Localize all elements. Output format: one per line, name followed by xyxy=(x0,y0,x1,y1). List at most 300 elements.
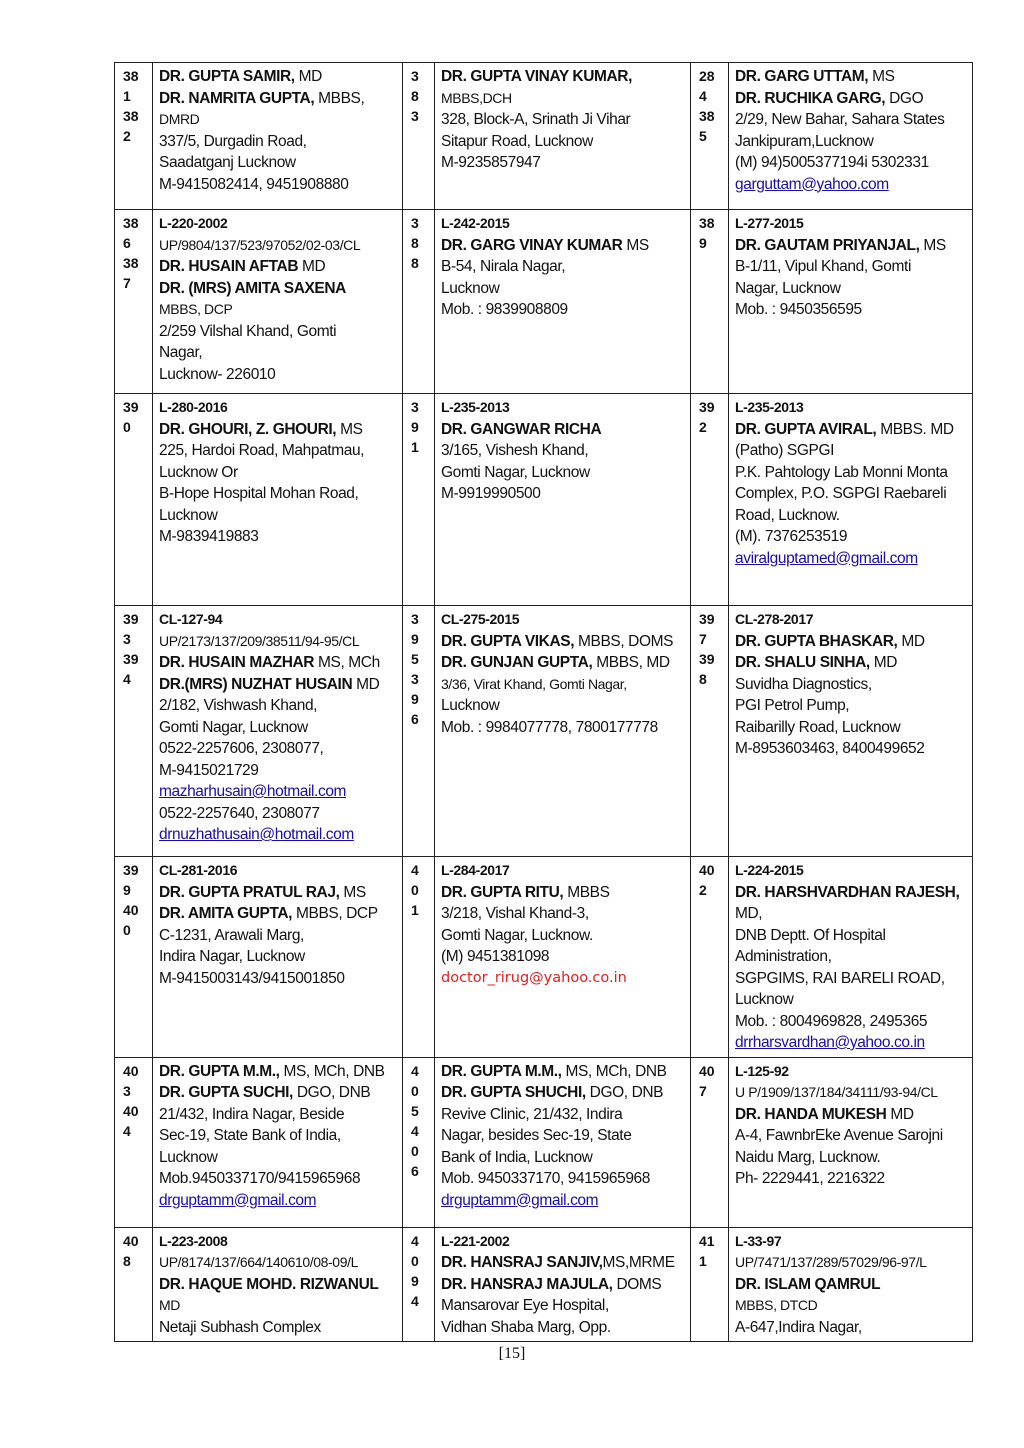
entry-text: L-235-2013 xyxy=(441,399,510,415)
entry-text: MS xyxy=(868,68,895,85)
serial-digit: 38 xyxy=(699,215,715,231)
doctor-entry xyxy=(729,1057,973,1227)
entry-text: B-Hope Hospital Mohan Road, xyxy=(159,485,359,502)
serial-digit: 39 xyxy=(123,862,139,878)
entry-line xyxy=(441,66,686,88)
entry-text: M-9839419883 xyxy=(159,528,259,545)
directory-row xyxy=(115,857,973,1058)
entry-line xyxy=(441,609,686,631)
serial-digit: 4 xyxy=(411,1232,419,1249)
doctor-entry xyxy=(729,394,973,606)
serial-digit: 4 xyxy=(411,862,419,878)
doctor-entry xyxy=(729,1227,973,1342)
entry-line xyxy=(441,299,686,321)
entry-line xyxy=(159,1125,398,1147)
entry-line xyxy=(441,1252,686,1274)
entry-line xyxy=(735,397,968,419)
entry-line xyxy=(735,717,968,739)
entry-line xyxy=(441,903,686,925)
entry-line xyxy=(159,631,398,653)
entry-text: L-277-2015 xyxy=(735,215,804,231)
entry-line xyxy=(735,609,968,631)
entry-line xyxy=(441,1274,686,1296)
entry-line xyxy=(159,174,398,196)
entry-line xyxy=(159,109,398,131)
entry-line xyxy=(441,631,686,653)
entry-line xyxy=(735,946,968,968)
email-link[interactable]: drrharsvardhan@yahoo.co.in xyxy=(735,1034,925,1051)
serial-digit: 9 xyxy=(699,235,707,251)
entry-text: MS, MCh, DNB xyxy=(279,1062,385,1080)
entry-line xyxy=(735,66,968,88)
doctor-name: DR. GUPTA BHASKAR, xyxy=(735,632,898,650)
entry-text: Sec-19, State Bank of India, xyxy=(159,1127,341,1144)
entry-line xyxy=(735,1168,968,1190)
entry-line xyxy=(159,364,398,386)
serial-digit: 40 xyxy=(699,862,715,878)
entry-serial-number xyxy=(403,1227,435,1342)
entry-line xyxy=(735,1252,968,1274)
serial-digit: 3 xyxy=(411,671,419,687)
serial-digit: 3 xyxy=(411,215,419,231)
entry-text: Mansarovar Eye Hospital, xyxy=(441,1297,609,1314)
doctor-entry xyxy=(435,1057,691,1227)
doctor-name: DR. HANSRAJ MAJULA, xyxy=(441,1275,613,1293)
entry-text: 2/29, New Bahar, Sahara States xyxy=(735,111,945,128)
doctor-entry xyxy=(729,857,973,1058)
entry-line xyxy=(735,1032,968,1054)
serial-digit: 38 xyxy=(123,215,139,231)
entry-line xyxy=(441,109,686,131)
serial-digit: 3 xyxy=(123,1082,131,1099)
entry-text: MD xyxy=(294,68,322,85)
doctor-name: DR. RUCHIKA GARG, xyxy=(735,89,886,107)
entry-text: A-647,Indira Nagar, xyxy=(735,1318,862,1336)
doctor-name: DR. GARG VINAY KUMAR xyxy=(441,236,623,254)
doctor-name: DR. HAQUE MOHD. RIZWANUL xyxy=(159,1275,379,1293)
entry-text: L-280-2016 xyxy=(159,399,228,415)
entry-text: Bank of India, Lucknow xyxy=(441,1148,593,1166)
entry-line xyxy=(735,1061,968,1083)
entry-line xyxy=(159,652,398,674)
entry-line xyxy=(735,695,968,717)
entry-line xyxy=(735,88,968,110)
entry-text: Gomti Nagar, Lucknow xyxy=(159,718,308,736)
doctor-name: DR. GANGWAR RICHA xyxy=(441,420,602,438)
entry-text: Administration, xyxy=(735,948,832,965)
serial-digit: 41 xyxy=(699,1232,715,1249)
entry-text: doctor_rirug@yahoo.co.in xyxy=(441,969,627,986)
doctor-name: DR. GUPTA RITU, xyxy=(441,883,564,901)
entry-text: Mob. : 9984077778, 7800177778 xyxy=(441,718,658,736)
entry-serial-number xyxy=(691,63,729,210)
entry-line xyxy=(159,824,398,846)
entry-line xyxy=(441,882,686,904)
email-link[interactable]: drguptamm@gmail.com xyxy=(441,1191,599,1209)
entry-text: Mob. : 9839908809 xyxy=(441,301,568,318)
entry-line xyxy=(441,1317,686,1339)
entry-text: CL-127-94 xyxy=(159,611,223,627)
entry-serial-number xyxy=(403,394,435,606)
serial-digit: 39 xyxy=(699,651,715,667)
doctor-name: DR. GAUTAM PRIYANJAL, xyxy=(735,236,920,254)
entry-serial-number xyxy=(115,63,153,210)
entry-text: MBBS, DTCD xyxy=(735,1297,818,1313)
entry-text: UP/7471/137/289/57029/96-97/L xyxy=(735,1254,927,1270)
doctor-entry xyxy=(153,210,403,394)
entry-text: L-220-2002 xyxy=(159,215,228,231)
serial-digit: 9 xyxy=(411,631,419,647)
entry-text: U P/1909/137/184/34111/93-94/CL xyxy=(735,1084,938,1100)
entry-line xyxy=(159,440,398,462)
serial-digit: 6 xyxy=(411,1162,419,1179)
serial-digit: 0 xyxy=(411,882,419,898)
entry-text: CL-281-2016 xyxy=(159,862,238,878)
entry-line xyxy=(441,1125,686,1147)
entry-line xyxy=(735,131,968,153)
serial-digit: 39 xyxy=(699,399,715,415)
entry-line xyxy=(441,1104,686,1126)
entry-text: Gomti Nagar, Lucknow. xyxy=(441,926,593,944)
doctor-entry xyxy=(153,1227,403,1342)
email-link[interactable]: garguttam@yahoo.com xyxy=(735,175,889,193)
entry-line xyxy=(441,419,686,441)
entry-line xyxy=(441,440,686,462)
entry-line xyxy=(735,925,968,947)
entry-text: L-221-2002 xyxy=(441,1232,510,1249)
entry-line xyxy=(159,235,398,257)
serial-digit: 38 xyxy=(123,68,139,84)
entry-line xyxy=(441,1082,686,1104)
doctor-name: DR. HARSHVARDHAN RAJESH, xyxy=(735,883,960,901)
serial-digit: 2 xyxy=(699,882,707,898)
entry-text: Nagar, xyxy=(159,344,203,361)
entry-serial-number xyxy=(403,210,435,394)
entry-text: PGI Petrol Pump, xyxy=(735,697,850,714)
entry-line xyxy=(735,213,968,235)
entry-line xyxy=(441,88,686,110)
doctor-entry xyxy=(435,394,691,606)
entry-serial-number xyxy=(403,606,435,857)
entry-text: L-284-2017 xyxy=(441,862,510,878)
entry-line xyxy=(441,256,686,278)
entry-text: MBBS xyxy=(563,883,610,901)
serial-digit: 8 xyxy=(123,1252,131,1269)
entry-line xyxy=(159,860,398,882)
serial-digit: 5 xyxy=(411,651,419,667)
entry-line xyxy=(159,278,398,300)
entry-text: L-125-92 xyxy=(735,1062,789,1079)
entry-line xyxy=(159,882,398,904)
entry-line xyxy=(735,1295,968,1317)
doctor-entry xyxy=(435,1227,691,1342)
doctor-name: DR. GUPTA SUCHI, xyxy=(159,1084,293,1101)
entry-line xyxy=(735,152,968,174)
doctor-name: DR. HANSRAJ SANJIV, xyxy=(441,1254,603,1271)
entry-text: Netaji Subhash Complex xyxy=(159,1318,321,1336)
doctor-entry xyxy=(153,857,403,1058)
entry-line xyxy=(159,299,398,321)
entry-text: MD xyxy=(159,1297,180,1313)
entry-serial-number xyxy=(115,394,153,606)
doctor-name: DR. GUPTA VINAY KUMAR, xyxy=(441,68,632,85)
entry-text: MS xyxy=(919,236,946,254)
serial-digit: 39 xyxy=(699,611,715,627)
entry-text: DNB Deptt. Of Hospital xyxy=(735,926,886,944)
entry-text: (M) 94)5005377194i 5302331 xyxy=(735,154,929,171)
entry-line xyxy=(441,483,686,505)
entry-text: (Patho) SGPGI xyxy=(735,442,835,459)
entry-line xyxy=(441,946,686,968)
entry-text: C-1231, Arawali Marg, xyxy=(159,926,304,944)
entry-text: L-235-2013 xyxy=(735,399,804,415)
entry-text: Nagar, besides Sec-19, State xyxy=(441,1127,632,1144)
entry-line xyxy=(159,609,398,631)
entry-line xyxy=(441,1061,686,1083)
serial-digit: 39 xyxy=(123,611,139,627)
serial-digit: 7 xyxy=(699,1082,707,1099)
entry-text: L-223-2008 xyxy=(159,1232,228,1249)
entry-line xyxy=(441,925,686,947)
serial-digit: 0 xyxy=(123,419,131,435)
entry-text: Nagar, Lucknow xyxy=(735,279,841,297)
entry-line xyxy=(159,131,398,153)
entry-line xyxy=(735,1011,968,1033)
entry-text: MS,MRME xyxy=(602,1254,675,1271)
entry-text: Lucknow- 226010 xyxy=(159,365,276,383)
entry-text: L-33-97 xyxy=(735,1232,782,1249)
serial-digit: 4 xyxy=(699,88,707,104)
doctor-name: DR. HUSAIN AFTAB xyxy=(159,258,299,275)
entry-serial-number xyxy=(691,606,729,857)
entry-text: 2/182, Vishwash Khand, xyxy=(159,697,318,714)
entry-text: MS xyxy=(339,883,366,901)
entry-line xyxy=(159,152,398,174)
email-link[interactable]: mazharhusain@hotmail.com xyxy=(159,783,347,800)
serial-digit: 2 xyxy=(699,419,707,435)
entry-text: MS xyxy=(622,236,649,254)
doctor-name: DR. (MRS) AMITA SAXENA xyxy=(159,279,346,297)
entry-text: M-9235857947 xyxy=(441,154,541,171)
entry-text: 337/5, Durgadin Road, xyxy=(159,132,307,150)
entry-line xyxy=(735,548,968,570)
entry-text: MBBS, DOMS xyxy=(574,632,674,650)
serial-digit: 5 xyxy=(699,128,707,144)
entry-text: MS, MCh xyxy=(314,654,380,671)
serial-digit: 6 xyxy=(411,711,419,727)
entry-line xyxy=(735,1125,968,1147)
entry-text: DGO, DNB xyxy=(292,1084,371,1101)
entry-line xyxy=(735,652,968,674)
entry-text: 21/432, Indira Nagar, Beside xyxy=(159,1105,345,1123)
serial-digit: 40 xyxy=(699,1062,715,1079)
entry-line xyxy=(735,109,968,131)
serial-digit: 28 xyxy=(699,68,715,84)
entry-text: L-242-2015 xyxy=(441,215,510,231)
entry-line xyxy=(735,256,968,278)
entry-line xyxy=(159,760,398,782)
entry-text: MS xyxy=(336,420,363,438)
entry-line xyxy=(735,882,968,904)
serial-digit: 4 xyxy=(411,1122,419,1139)
email-link[interactable]: aviralguptamed@gmail.com xyxy=(735,549,918,567)
entry-text: 0522-2257640, 2308077 xyxy=(159,804,320,822)
entry-line xyxy=(441,652,686,674)
entry-line xyxy=(735,299,968,321)
entry-text: MBBS,DCH xyxy=(441,89,512,106)
entry-text: 3/165, Vishesh Khand, xyxy=(441,442,589,459)
entry-line xyxy=(159,803,398,825)
entry-line xyxy=(441,1147,686,1169)
serial-digit: 8 xyxy=(411,255,419,271)
entry-line xyxy=(735,989,968,1011)
serial-digit: 1 xyxy=(411,902,419,918)
doctor-entry xyxy=(435,210,691,394)
entry-text: Road, Lucknow. xyxy=(735,506,840,524)
entry-line xyxy=(159,256,398,278)
doctor-name: DR. GUPTA SHUCHI, xyxy=(441,1084,586,1101)
entry-serial-number xyxy=(691,857,729,1058)
entry-serial-number xyxy=(115,210,153,394)
entry-line xyxy=(159,1252,398,1274)
entry-text: Ph- 2229441, 2216322 xyxy=(735,1170,885,1187)
entry-text: MD xyxy=(298,258,326,275)
entry-line xyxy=(441,674,686,696)
serial-digit: 7 xyxy=(123,275,131,291)
entry-line xyxy=(735,903,968,925)
entry-line xyxy=(735,462,968,484)
serial-digit: 39 xyxy=(123,651,139,667)
entry-line xyxy=(441,1295,686,1317)
entry-text: 3/218, Vishal Khand-3, xyxy=(441,905,589,922)
doctor-name: DR. GUNJAN GUPTA, xyxy=(441,654,593,671)
entry-text: P.K. Pahtology Lab Monni Monta xyxy=(735,463,948,481)
entry-line xyxy=(441,1190,686,1212)
entry-text: DGO, DNB xyxy=(585,1084,664,1101)
serial-digit: 9 xyxy=(411,691,419,707)
doctor-name: DR. AMITA GUPTA, xyxy=(159,905,293,922)
entry-serial-number xyxy=(115,1227,153,1342)
entry-text: (M). 7376253519 xyxy=(735,528,848,545)
serial-digit: 0 xyxy=(411,1082,419,1099)
entry-text: MBBS, DCP xyxy=(292,905,378,922)
serial-digit: 9 xyxy=(411,1272,419,1289)
doctor-name: DR. GUPTA SAMIR, xyxy=(159,68,295,85)
entry-line xyxy=(735,674,968,696)
entry-text: L-224-2015 xyxy=(735,862,804,878)
entry-line xyxy=(441,717,686,739)
directory-row xyxy=(115,394,973,606)
serial-digit: 40 xyxy=(123,1062,139,1079)
doctor-entry xyxy=(153,63,403,210)
serial-digit: 4 xyxy=(411,1062,419,1079)
entry-line xyxy=(159,946,398,968)
serial-digit: 4 xyxy=(123,671,131,687)
entry-line xyxy=(441,397,686,419)
entry-text: Lucknow xyxy=(159,1148,218,1166)
entry-text: B-1/11, Vipul Khand, Gomti xyxy=(735,258,911,275)
entry-text: Jankipuram,Lucknow xyxy=(735,132,874,150)
email-link[interactable]: drnuzhathusain@hotmail.com xyxy=(159,826,354,843)
serial-digit: 1 xyxy=(411,439,419,455)
email-link[interactable]: drguptamm@gmail.com xyxy=(159,1191,317,1209)
entry-text: Gomti Nagar, Lucknow xyxy=(441,463,590,481)
entry-line xyxy=(159,1104,398,1126)
entry-text: (M) 9451381098 xyxy=(441,948,550,965)
doctor-entry xyxy=(729,210,973,394)
entry-serial-number xyxy=(691,394,729,606)
entry-text: Lucknow xyxy=(441,279,500,297)
directory-row xyxy=(115,1227,973,1342)
entry-serial-number xyxy=(691,1057,729,1227)
entry-serial-number xyxy=(691,210,729,394)
entry-line xyxy=(735,1274,968,1296)
entry-text: Mob. 9450337170, 9415965968 xyxy=(441,1170,650,1187)
entry-text: Mob. : 9450356595 xyxy=(735,301,862,318)
doctor-name: DR. HANDA MUKESH xyxy=(735,1105,887,1123)
doctor-entry xyxy=(729,606,973,857)
entry-text: MD, xyxy=(735,905,763,922)
doctor-name: DR. ISLAM QAMRUL xyxy=(735,1275,881,1293)
entry-line xyxy=(159,1317,398,1339)
serial-digit: 8 xyxy=(699,671,707,687)
page-number: [15] xyxy=(498,1345,526,1362)
entry-text: Mob. : 8004969828, 2495365 xyxy=(735,1012,928,1030)
entry-line xyxy=(735,526,968,548)
entry-line xyxy=(159,968,398,990)
entry-line xyxy=(441,1231,686,1253)
entry-line xyxy=(159,1295,398,1317)
serial-digit: 7 xyxy=(699,631,707,647)
entry-text: Saadatganj Lucknow xyxy=(159,154,296,171)
entry-text: UP/9804/137/523/97052/02-03/CL xyxy=(159,236,361,253)
entry-line xyxy=(159,462,398,484)
entry-text: M-9415003143/9415001850 xyxy=(159,969,345,987)
entry-text: MD xyxy=(869,654,898,671)
directory-row xyxy=(115,210,973,394)
doctor-name: DR. GHOURI, Z. GHOURI, xyxy=(159,420,337,438)
entry-text: MD xyxy=(886,1105,914,1123)
serial-digit: 9 xyxy=(123,882,131,898)
doctor-name: DR. SHALU SINHA, xyxy=(735,654,870,671)
entry-line xyxy=(159,1082,398,1104)
serial-digit: 0 xyxy=(411,1252,419,1269)
serial-digit: 3 xyxy=(411,108,419,124)
entry-text: UP/2173/137/209/38511/94-95/CL xyxy=(159,632,360,649)
entry-text: Mob.9450337170/9415965968 xyxy=(159,1170,361,1187)
entry-text: Raibarilly Road, Lucknow xyxy=(735,718,901,736)
directory-row xyxy=(115,606,973,857)
entry-serial-number xyxy=(115,606,153,857)
entry-serial-number xyxy=(403,1057,435,1227)
serial-digit: 5 xyxy=(411,1102,419,1119)
entry-line xyxy=(159,1190,398,1212)
entry-line xyxy=(159,213,398,235)
directory-row xyxy=(115,63,973,210)
serial-digit: 1 xyxy=(123,88,131,104)
serial-digit: 4 xyxy=(411,1292,419,1309)
entry-line xyxy=(441,131,686,153)
entry-line xyxy=(159,397,398,419)
doctor-name: DR. GARG UTTAM, xyxy=(735,68,869,85)
entry-serial-number xyxy=(403,63,435,210)
entry-line xyxy=(159,1231,398,1253)
entry-serial-number xyxy=(115,1057,153,1227)
entry-line xyxy=(735,1231,968,1253)
serial-digit: 0 xyxy=(411,1142,419,1159)
doctor-entry xyxy=(153,394,403,606)
doctor-name: DR.(MRS) NUZHAT HUSAIN xyxy=(159,675,353,693)
